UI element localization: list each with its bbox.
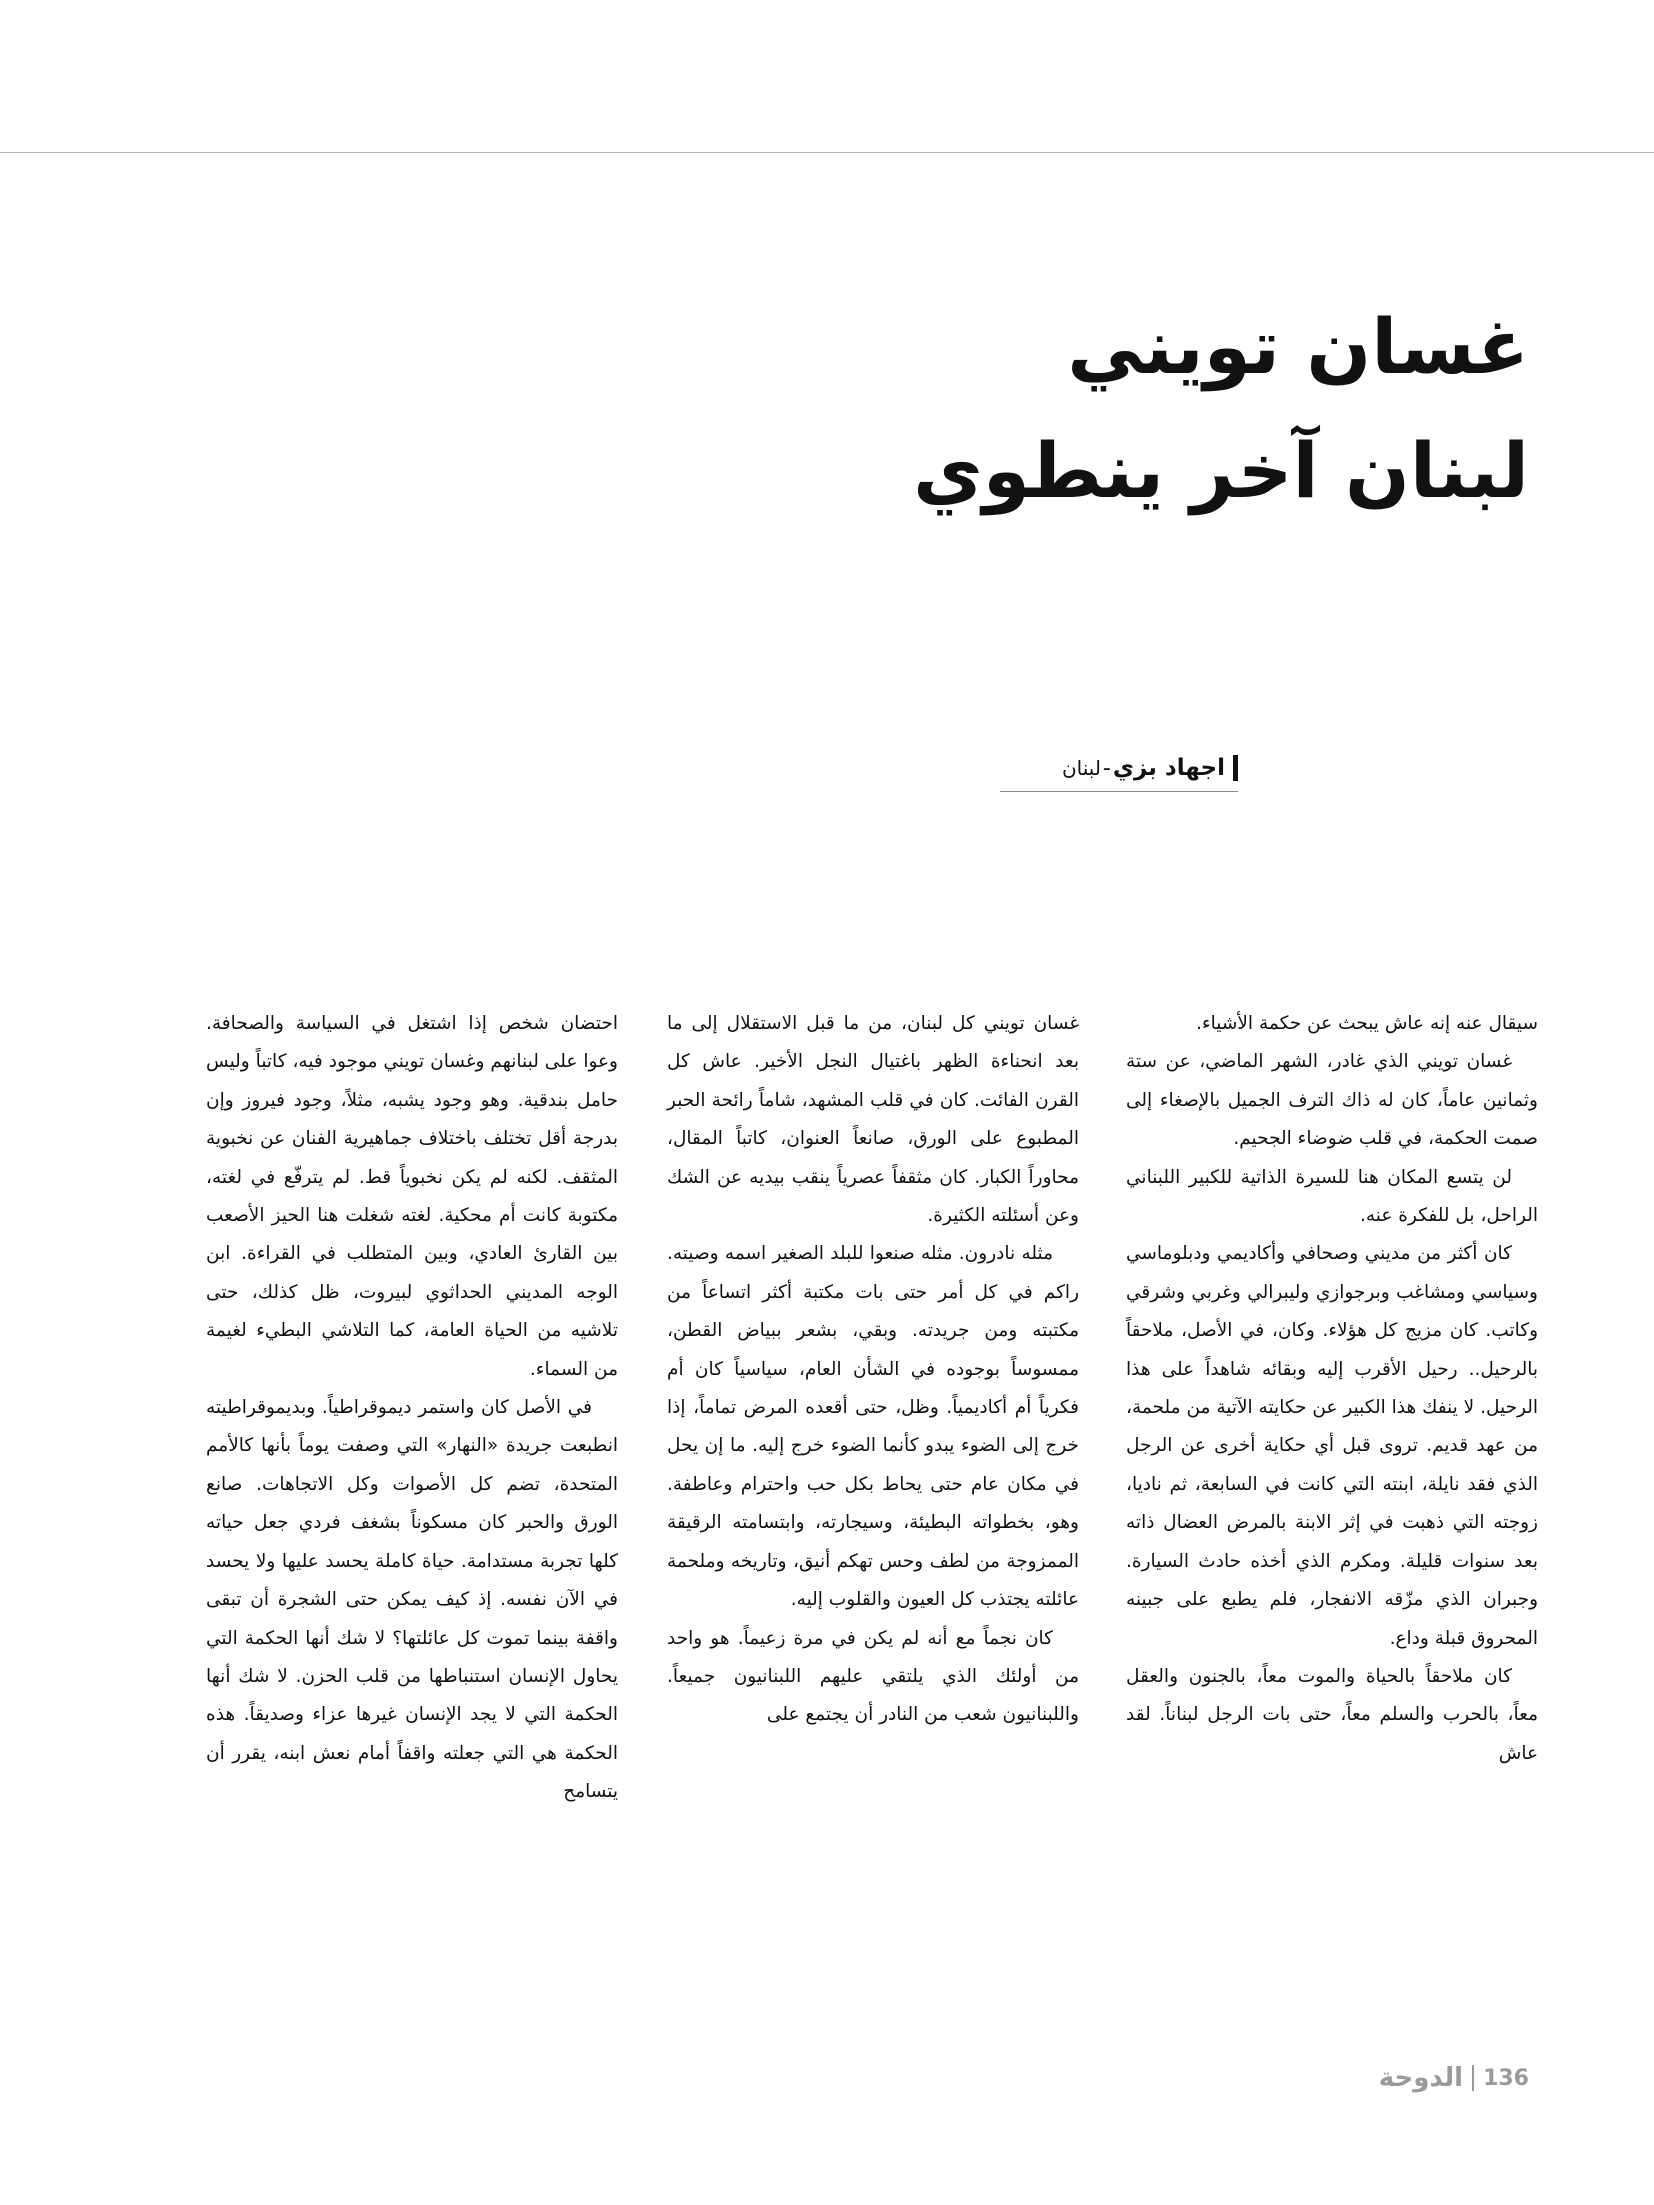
paragraph: لن يتسع المكان هنا للسيرة الذاتية للكبير اللبناني الراحل، بل للفكرة عنه. (1126, 1166, 1538, 1227)
paragraph: سيقال عنه إنه عاش يبحث عن حكمة الأشياء. (1196, 1013, 1538, 1034)
footer-divider (1472, 2065, 1474, 2091)
paragraph: غسان تويني كل لبنان، من ما قبل الاستقلال إلى ما بعد انحناءة الظهر باغتيال النجل الأخير. عاش كل القرن الفائت. كان في قلب المشهد، شاماً رائحة الحبر المطبوع على الورق، صانعاً العنوان، كاتباً المقال، محاوراً الكبار. كان مثقفاً عصرياً ينقب بيديه عن الشك وعن أسئلته الكثيرة. (667, 1013, 1079, 1227)
paragraph: كان ملاحقاً بالحياة والموت معاً، بالجنون والعقل معاً، بالحرب والسلم معاً، حتى بات الرجل لبناناً. لقد عاش (1126, 1665, 1538, 1764)
author-country: لبنان (1061, 756, 1101, 780)
paragraph: كان نجماً مع أنه لم يكن في مرة زعيماً. هو واحد من أولئك الذي يلتقي عليهم اللبنانيون جميعاً. واللبنانيون شعب من النادر أن يجتمع على (667, 1627, 1079, 1726)
paragraph: احتضان شخص إذا اشتغل في السياسة والصحافة. وعوا على لبنانهم وغسان تويني موجود فيه، كاتباً وليس حامل بندقية. وهو وجود يشبه، مثلاً، وجود فيروز وإن بدرجة أقل تختلف باختلاف جماهيرية الفنان عن نخبوية المثقف. لكنه لم يكن نخبوياً قط. لم يترفّع في لغته، مكتوبة كانت أم محكية. لغته شغلت هنا الحيز الأصعب بين القارئ العادي، وبين المتطلب في القراءة. ابن الوجه المديني الحداثوي لبيروت، ظل كذلك، حتى تلاشيه من الحياة العامة، كما التلاشي البطيء لغيمة من السماء. (206, 1013, 618, 1380)
paragraph: غسان تويني الذي غادر، الشهر الماضي، عن ستة وثمانين عاماً، كان له ذاك الترف الجميل بالإصغاء إلى صمت الحكمة، في قلب ضوضاء الجحيم. (1126, 1051, 1538, 1150)
byline (1000, 745, 1238, 792)
paragraph: كان أكثر من مديني وصحافي وأكاديمي ودبلوماسي وسياسي ومشاغب وبرجوازي وليبرالي وغربي وشرقي وكاتب. كان مزيج كل هؤلاء. وكان، في الأصل، ملاحقاً بالرحيل.. رحيل الأقرب إليه وبقائه شاهداً على هذا الرحيل. لا ينفك هذا الكبير عن حكايته الآتية من ملحمة، من عهد قديم. تروى قبل أي حكاية أخرى عن الرجل الذي فقد نايلة، ابنته التي كانت في السابعة، ثم ناديا، زوجته التي ذهبت في إثر الابنة بالمرض العضال ذاته بعد سنوات قليلة. ومكرم الذي أخذه حادث السيارة. وجبران الذي مزّقه الانفجار، فلم يطبع على جبينه المحروق قبلة وداع. (1126, 1243, 1538, 1649)
article-title (913, 285, 1529, 533)
byline-marker (1233, 755, 1238, 781)
column-right (1126, 1005, 1538, 1773)
title-line-2: لبنان آخر ينطوي (913, 426, 1529, 515)
paragraph: في الأصل كان واستمر ديموقراطياً. وبديموقراطيته انطبعت جريدة «النهار» التي وصفت يوماً بأنها كالأمم المتحدة، تضم كل الأصوات وكل الاتجاهات. صانع الورق والحبر كان مسكوناً بشغف فردي جعل حياته كلها تجربة مستدامة. حياة كاملة يحسد عليها ولا يحسد في الآن نفسه. إذ كيف يمكن حتى الشجرة أن تبقى واقفة بينما تموت كل عائلتها؟ لا شك أنها الحكمة التي يحاول الإنسان استنباطها من قلب الحزن. لا شك أنها الحكمة التي لا يجد الإنسان غيرها عزاء وصديقاً. هذه الحكمة هي التي جعلته واقفاً أمام نعش ابنه، يقرر أن يتسامح (206, 1397, 618, 1803)
page-footer (1379, 2063, 1529, 2093)
page-number: 136 (1483, 2065, 1529, 2091)
author-name: اجهاد بزي (1112, 755, 1225, 781)
byline-separator: - (1102, 755, 1111, 781)
paragraph: مثله نادرون. مثله صنعوا للبلد الصغير اسمه وصيته. راكم في كل أمر حتى بات مكتبة أكثر اتساعاً من مكتبته ومن جريدته. وبقي، بشعر ببياض القطن، ممسوساً بوجوده في الشأن العام، سياسياً كان أم فكرياً أم أكاديمياً. وظل، حتى أقعده المرض تماماً، إذا خرج إلى الضوء يبدو كأنما الضوء خرج إليه. ما إن يحل في مكان عام حتى يحاط بكل حب واحترام وعاطفة. وهو، بخطواته البطيئة، وسيجارته، وابتسامته الرقيقة الممزوجة من لطف وحس تهكم أنيق، وتاريخه وملحمة عائلته يجتذب كل العيون والقلوب إليه. (667, 1243, 1079, 1611)
header-divider (0, 152, 1654, 153)
title-line-1: غسان تويني (1067, 302, 1529, 391)
column-middle (667, 1005, 1079, 1735)
column-left (206, 1005, 618, 1812)
magazine-logo: الدوحة (1378, 2063, 1464, 2093)
